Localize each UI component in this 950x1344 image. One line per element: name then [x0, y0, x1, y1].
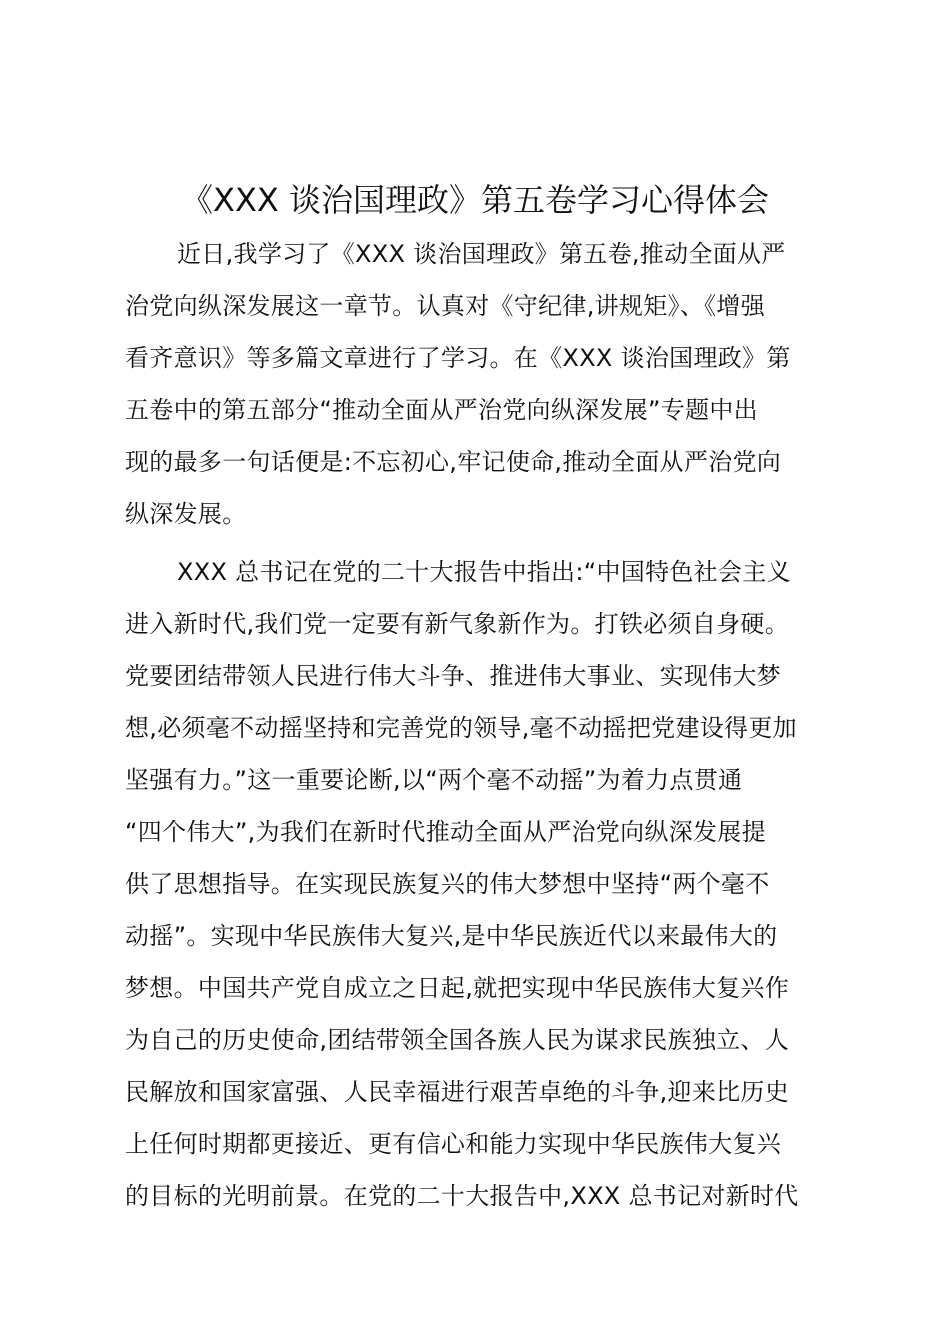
paragraph-line: 看齐意识》等多篇文章进行了学习。在《XXX 谈治国理政》第: [125, 344, 791, 372]
paragraph-line: XXX 总书记在党的二十大报告中指出:“中国特色社会主义: [177, 558, 791, 586]
paragraph-line: “四个伟大”,为我们在新时代推动全面从严治党向纵深发展提: [125, 818, 766, 846]
paragraph-line: 近日,我学习了《XXX 谈治国理政》第五卷,推动全面从严: [177, 240, 786, 268]
paragraph-1: [125, 228, 835, 540]
paragraph-line: 治党向纵深发展这一章节。认真对《守纪律,讲规矩》、《增强: [125, 292, 766, 320]
paragraph-line: 坚强有力。”这一重要论断,以“两个毫不动摇”为着力点贯通: [125, 766, 743, 794]
paragraph-line: 为自己的历史使命,团结带领全国各族人民为谋求民族独立、人: [125, 1026, 790, 1054]
paragraph-line: 五卷中的第五部分“推动全面从严治党向纵深发展”专题中出: [125, 396, 758, 424]
paragraph-line: 供了思想指导。在实现民族复兴的伟大梦想中坚持“两个毫不: [125, 870, 770, 898]
paragraph-line: 现的最多一句话便是:不忘初心,牢记使命,推动全面从严治党向: [125, 448, 782, 476]
paragraph-line: 党要团结带领人民进行伟大斗争、推进伟大事业、实现伟大梦: [125, 662, 782, 690]
document-body: [125, 228, 835, 1222]
paragraph-line: 的目标的光明前景。在党的二十大报告中,XXX 总书记对新时代: [125, 1182, 799, 1210]
paragraph-2: [125, 546, 835, 1222]
paragraph-line: 纵深发展。: [125, 500, 247, 528]
paragraph-line: 进入新时代,我们党一定要有新气象新作为。打铁必须自身硬。: [125, 610, 790, 638]
paragraph-line: 梦想。中国共产党自成立之日起,就把实现中华民族伟大复兴作: [125, 974, 790, 1002]
paragraph-line: 民解放和国家富强、人民幸福进行艰苦卓绝的斗争,迎来比历史: [125, 1078, 790, 1106]
paragraph-line: 想,必须毫不动摇坚持和完善党的领导,毫不动摇把党建设得更加: [125, 714, 797, 742]
document-title: 《XXX 谈治国理政》第五卷学习心得体会: [181, 181, 769, 219]
paragraph-line: 上任何时期都更接近、更有信心和能力实现中华民族伟大复兴: [125, 1130, 782, 1158]
paragraph-line: 动摇”。实现中华民族伟大复兴,是中华民族近代以来最伟大的: [125, 922, 778, 950]
